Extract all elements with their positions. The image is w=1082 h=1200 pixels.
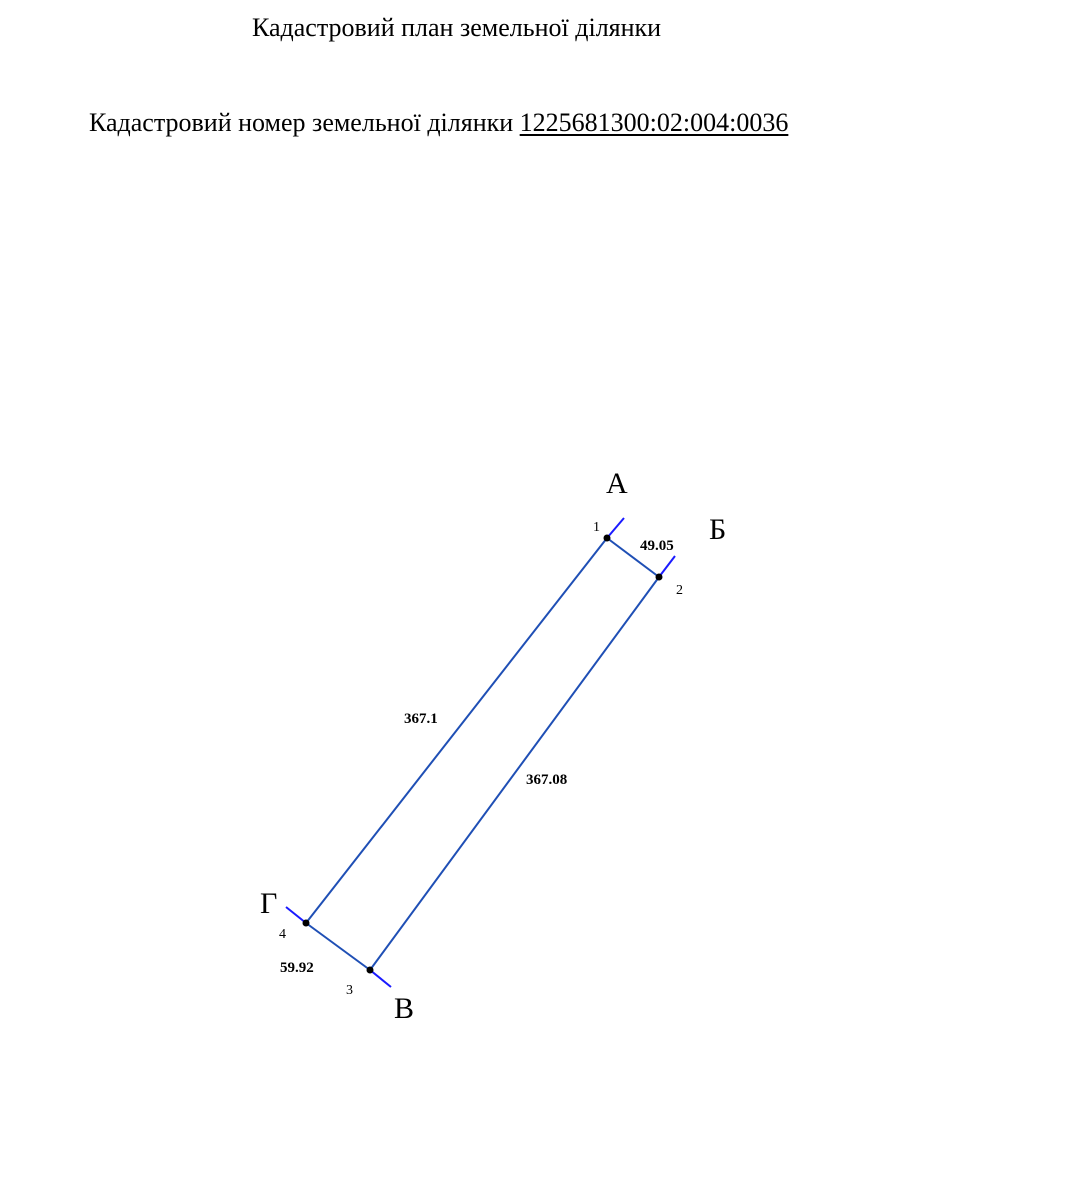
point-number-1: 1 (593, 520, 600, 535)
point-number-2: 2 (676, 583, 683, 598)
document-title: Кадастровий план земельної ділянки (252, 13, 662, 42)
neighbor-tick-4 (286, 907, 306, 923)
point-number-3: 3 (346, 983, 353, 998)
boundary-side-3-4 (306, 923, 370, 970)
neighbor-tick-1 (607, 518, 624, 538)
vertex-4 (303, 920, 310, 927)
corner-letter-b: Б (709, 513, 727, 546)
boundary-side-4-1 (306, 538, 607, 923)
side-length-2-3: 367.08 (526, 772, 568, 788)
cadastral-number-value: 1225681300:02:004:0036 (519, 108, 789, 137)
vertex-1 (604, 535, 611, 542)
neighbor-tick-2 (659, 556, 675, 577)
boundary-side-2-3 (370, 577, 659, 970)
point-number-4: 4 (279, 927, 286, 942)
corner-letter-a: А (606, 467, 628, 500)
corner-letter-v: В (394, 992, 415, 1025)
cadastral-number-label: Кадастровий номер земельної ділянки (89, 108, 514, 137)
side-length-1-2: 49.05 (640, 538, 674, 554)
side-length-3-4: 59.92 (280, 960, 314, 976)
corner-letter-g: Г (260, 887, 278, 920)
vertex-2 (656, 574, 663, 581)
neighbor-tick-3 (370, 970, 391, 987)
side-length-4-1: 367.1 (404, 711, 438, 727)
vertex-3 (367, 967, 374, 974)
